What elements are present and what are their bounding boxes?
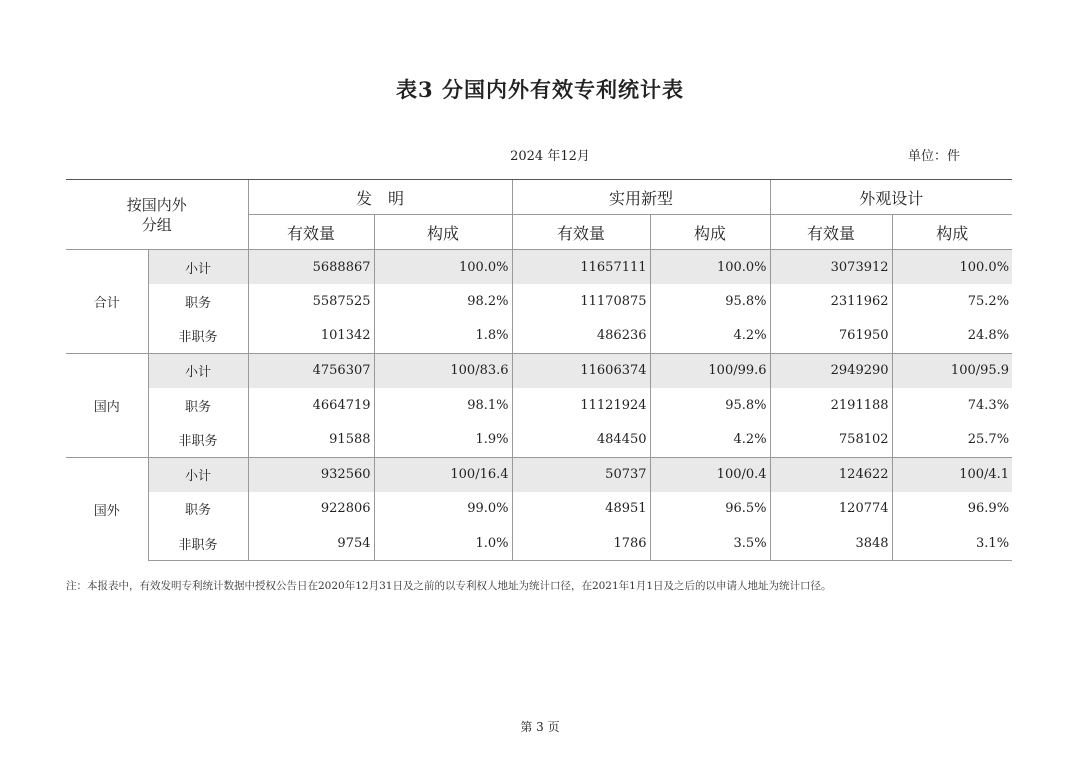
- count-cell: 2949290: [770, 353, 892, 388]
- share-cell: 3.1%: [892, 526, 1012, 561]
- share-cell: 100/83.6: [374, 353, 512, 388]
- share-cell: 3.5%: [650, 526, 770, 561]
- group-name-cell: 合计: [66, 250, 148, 354]
- header-row-categories: [66, 180, 1012, 215]
- count-cell: 11170875: [512, 284, 650, 319]
- table-row: [66, 526, 1012, 561]
- row-label-cell: 小计: [148, 457, 248, 492]
- subheader-share: 构成: [374, 215, 512, 250]
- count-cell: 484450: [512, 422, 650, 457]
- count-cell: 124622: [770, 457, 892, 492]
- table-row: [66, 388, 1012, 423]
- share-cell: 100/0.4: [650, 457, 770, 492]
- share-cell: 1.0%: [374, 526, 512, 561]
- count-cell: 932560: [248, 457, 374, 492]
- group-header-line1: 按国内外: [126, 195, 187, 214]
- share-cell: 96.9%: [892, 492, 1012, 527]
- count-cell: 9754: [248, 526, 374, 561]
- group-name-cell: 国内: [66, 353, 148, 457]
- share-cell: 95.8%: [650, 284, 770, 319]
- share-cell: 98.1%: [374, 388, 512, 423]
- share-cell: 1.9%: [374, 422, 512, 457]
- count-cell: 922806: [248, 492, 374, 527]
- category-invention: 发 明: [248, 180, 512, 215]
- table-row: [66, 492, 1012, 527]
- table-row: [66, 284, 1012, 319]
- table-row: [66, 319, 1012, 354]
- share-cell: 100/4.1: [892, 457, 1012, 492]
- share-cell: 75.2%: [892, 284, 1012, 319]
- share-cell: 100/99.6: [650, 353, 770, 388]
- row-label-cell: 非职务: [148, 319, 248, 354]
- count-cell: 11121924: [512, 388, 650, 423]
- page-number: 第 3 页: [520, 720, 560, 734]
- table-row: [66, 457, 1012, 492]
- share-cell: 98.2%: [374, 284, 512, 319]
- footnote: 注：本报表中，有效发明专利统计数据中授权公告日在2020年12月31日及之前的以专利权人地址为统计口径，在2021年1月1日及之后的以申请人地址为统计口径。: [66, 580, 832, 592]
- share-cell: 100/95.9: [892, 353, 1012, 388]
- count-cell: 758102: [770, 422, 892, 457]
- subheader-count: 有效量: [512, 215, 650, 250]
- count-cell: 48951: [512, 492, 650, 527]
- table-row: [66, 353, 1012, 388]
- row-label-cell: 职务: [148, 492, 248, 527]
- unit-label: 单位：件: [907, 149, 960, 164]
- count-cell: 4664719: [248, 388, 374, 423]
- row-label-cell: 职务: [148, 284, 248, 319]
- share-cell: 100.0%: [374, 250, 512, 285]
- share-cell: 96.5%: [650, 492, 770, 527]
- count-cell: 1786: [512, 526, 650, 561]
- share-cell: 95.8%: [650, 388, 770, 423]
- count-cell: 5688867: [248, 250, 374, 285]
- count-cell: 3848: [770, 526, 892, 561]
- row-label-cell: 小计: [148, 250, 248, 285]
- count-cell: 11657111: [512, 250, 650, 285]
- count-cell: 50737: [512, 457, 650, 492]
- row-label-cell: 非职务: [148, 422, 248, 457]
- count-cell: 120774: [770, 492, 892, 527]
- table-body: [66, 250, 1012, 561]
- share-cell: 74.3%: [892, 388, 1012, 423]
- count-cell: 2191188: [770, 388, 892, 423]
- count-cell: 11606374: [512, 353, 650, 388]
- count-cell: 91588: [248, 422, 374, 457]
- share-cell: 25.7%: [892, 422, 1012, 457]
- share-cell: 99.0%: [374, 492, 512, 527]
- category-design: 外观设计: [770, 180, 1012, 215]
- share-cell: 100/16.4: [374, 457, 512, 492]
- table-row: [66, 422, 1012, 457]
- share-cell: 100.0%: [650, 250, 770, 285]
- group-header-line2: 分组: [141, 215, 172, 234]
- count-cell: 101342: [248, 319, 374, 354]
- group-header: [66, 180, 248, 250]
- subheader-share: 构成: [892, 215, 1012, 250]
- count-cell: 5587525: [248, 284, 374, 319]
- count-cell: 486236: [512, 319, 650, 354]
- patent-stats-table: [66, 179, 1012, 561]
- subheader-count: 有效量: [770, 215, 892, 250]
- table-row: [66, 250, 1012, 285]
- subheader-count: 有效量: [248, 215, 374, 250]
- count-cell: 2311962: [770, 284, 892, 319]
- table-title: 表3 分国内外有效专利统计表: [396, 77, 684, 102]
- row-label-cell: 非职务: [148, 526, 248, 561]
- share-cell: 4.2%: [650, 319, 770, 354]
- row-label-cell: 职务: [148, 388, 248, 423]
- share-cell: 100.0%: [892, 250, 1012, 285]
- subheader-share: 构成: [650, 215, 770, 250]
- count-cell: 761950: [770, 319, 892, 354]
- category-utility-model: 实用新型: [512, 180, 770, 215]
- count-cell: 3073912: [770, 250, 892, 285]
- report-date: 2024 年12月: [510, 149, 590, 164]
- share-cell: 4.2%: [650, 422, 770, 457]
- share-cell: 24.8%: [892, 319, 1012, 354]
- group-name-cell: 国外: [66, 457, 148, 561]
- share-cell: 1.8%: [374, 319, 512, 354]
- row-label-cell: 小计: [148, 353, 248, 388]
- count-cell: 4756307: [248, 353, 374, 388]
